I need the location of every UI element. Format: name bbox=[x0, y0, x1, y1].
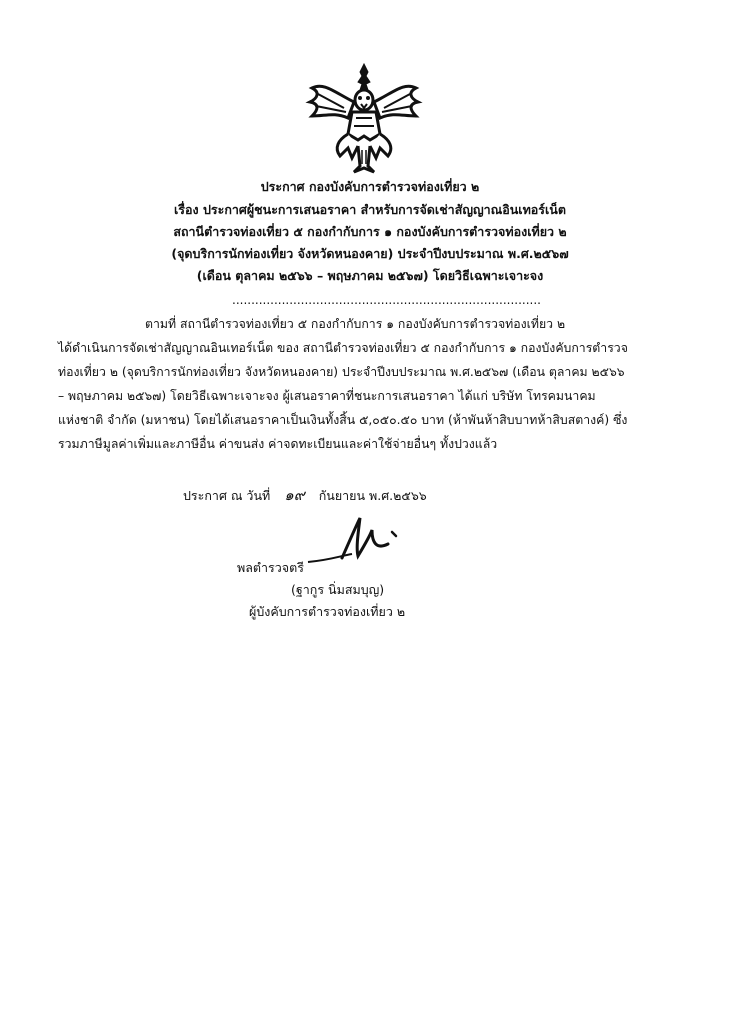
body-paragraph-line: – พฤษภาคม ๒๕๖๗) โดยวิธีเฉพาะเจาะจง ผู้เสนอราคาที่ชนะการเสนอราคา ได้แก่ บริษัท โทรคมนาคม bbox=[58, 389, 596, 403]
dotted-separator: ................................................................................. bbox=[232, 293, 541, 307]
announcement-subject-line-4: (เดือน ตุลาคม ๒๕๖๖ – พฤษภาคม ๒๕๖๗) โดยวิธีเฉพาะเจาะจง bbox=[196, 268, 544, 283]
announcement-date bbox=[183, 483, 427, 507]
body-paragraph-line: รวมภาษีมูลค่าเพิ่มและภาษีอื่น ค่าขนส่ง ค่าจดทะเบียนและค่าใช้จ่ายอื่นๆ ทั้งปวงแล้ว bbox=[58, 437, 498, 451]
announcement-subject-line-3: (จุดบริการนักท่องเที่ยว จังหวัดหนองคาย) ประจำปีงบประมาณ พ.ศ.๒๕๖๗ bbox=[171, 246, 569, 261]
body-paragraph-line: ท่องเที่ยว ๒ (จุดบริการนักท่องเที่ยว จังหวัดหนองคาย) ประจำปีงบประมาณ พ.ศ.๒๕๖๗ (เดือน ตุลาคม ๒๕๖๖ bbox=[58, 365, 625, 379]
handwritten-signature bbox=[300, 510, 410, 580]
announcement-title: ประกาศ กองบังคับการตำรวจท่องเที่ยว ๒ bbox=[260, 179, 480, 194]
handwritten-day: ๑๙ bbox=[284, 486, 305, 504]
body-paragraph-line: แห่งชาติ จำกัด (มหาชน) โดยได้เสนอราคาเป็นเงินทั้งสิ้น ๕,๐๕๐.๕๐ บาท (ห้าพันห้าสิบบาทห้าสิบสตางค์) ซึ่ง bbox=[58, 413, 628, 427]
signer-rank: พลตำรวจตรี bbox=[237, 560, 304, 575]
date-suffix: กันยายน พ.ศ.๒๕๖๖ bbox=[318, 488, 427, 503]
signer-name: (ฐากูร นิ่มสมบุญ) bbox=[291, 582, 385, 597]
signer-title: ผู้บังคับการตำรวจท่องเที่ยว ๒ bbox=[249, 604, 406, 619]
body-paragraph-line: ตามที่ สถานีตำรวจท่องเที่ยว ๕ กองกำกับการ ๑ กองบังคับการตำรวจท่องเที่ยว ๒ bbox=[145, 317, 566, 331]
garuda-emblem-icon bbox=[304, 62, 424, 174]
announcement-subject-line-2: สถานีตำรวจท่องเที่ยว ๕ กองกำกับการ ๑ กองบังคับการตำรวจท่องเที่ยว ๒ bbox=[173, 224, 567, 239]
announcement-subject: เรื่อง ประกาศผู้ชนะการเสนอราคา สำหรับการจัดเช่าสัญญาณอินเทอร์เน็ต bbox=[174, 202, 566, 217]
body-paragraph-line: ได้ดำเนินการจัดเช่าสัญญาณอินเทอร์เน็ต ของ สถานีตำรวจท่องเที่ยว ๕ กองกำกับการ ๑ กองบังคับการตำรวจ bbox=[58, 341, 628, 355]
date-prefix: ประกาศ ณ วันที่ bbox=[183, 488, 271, 503]
